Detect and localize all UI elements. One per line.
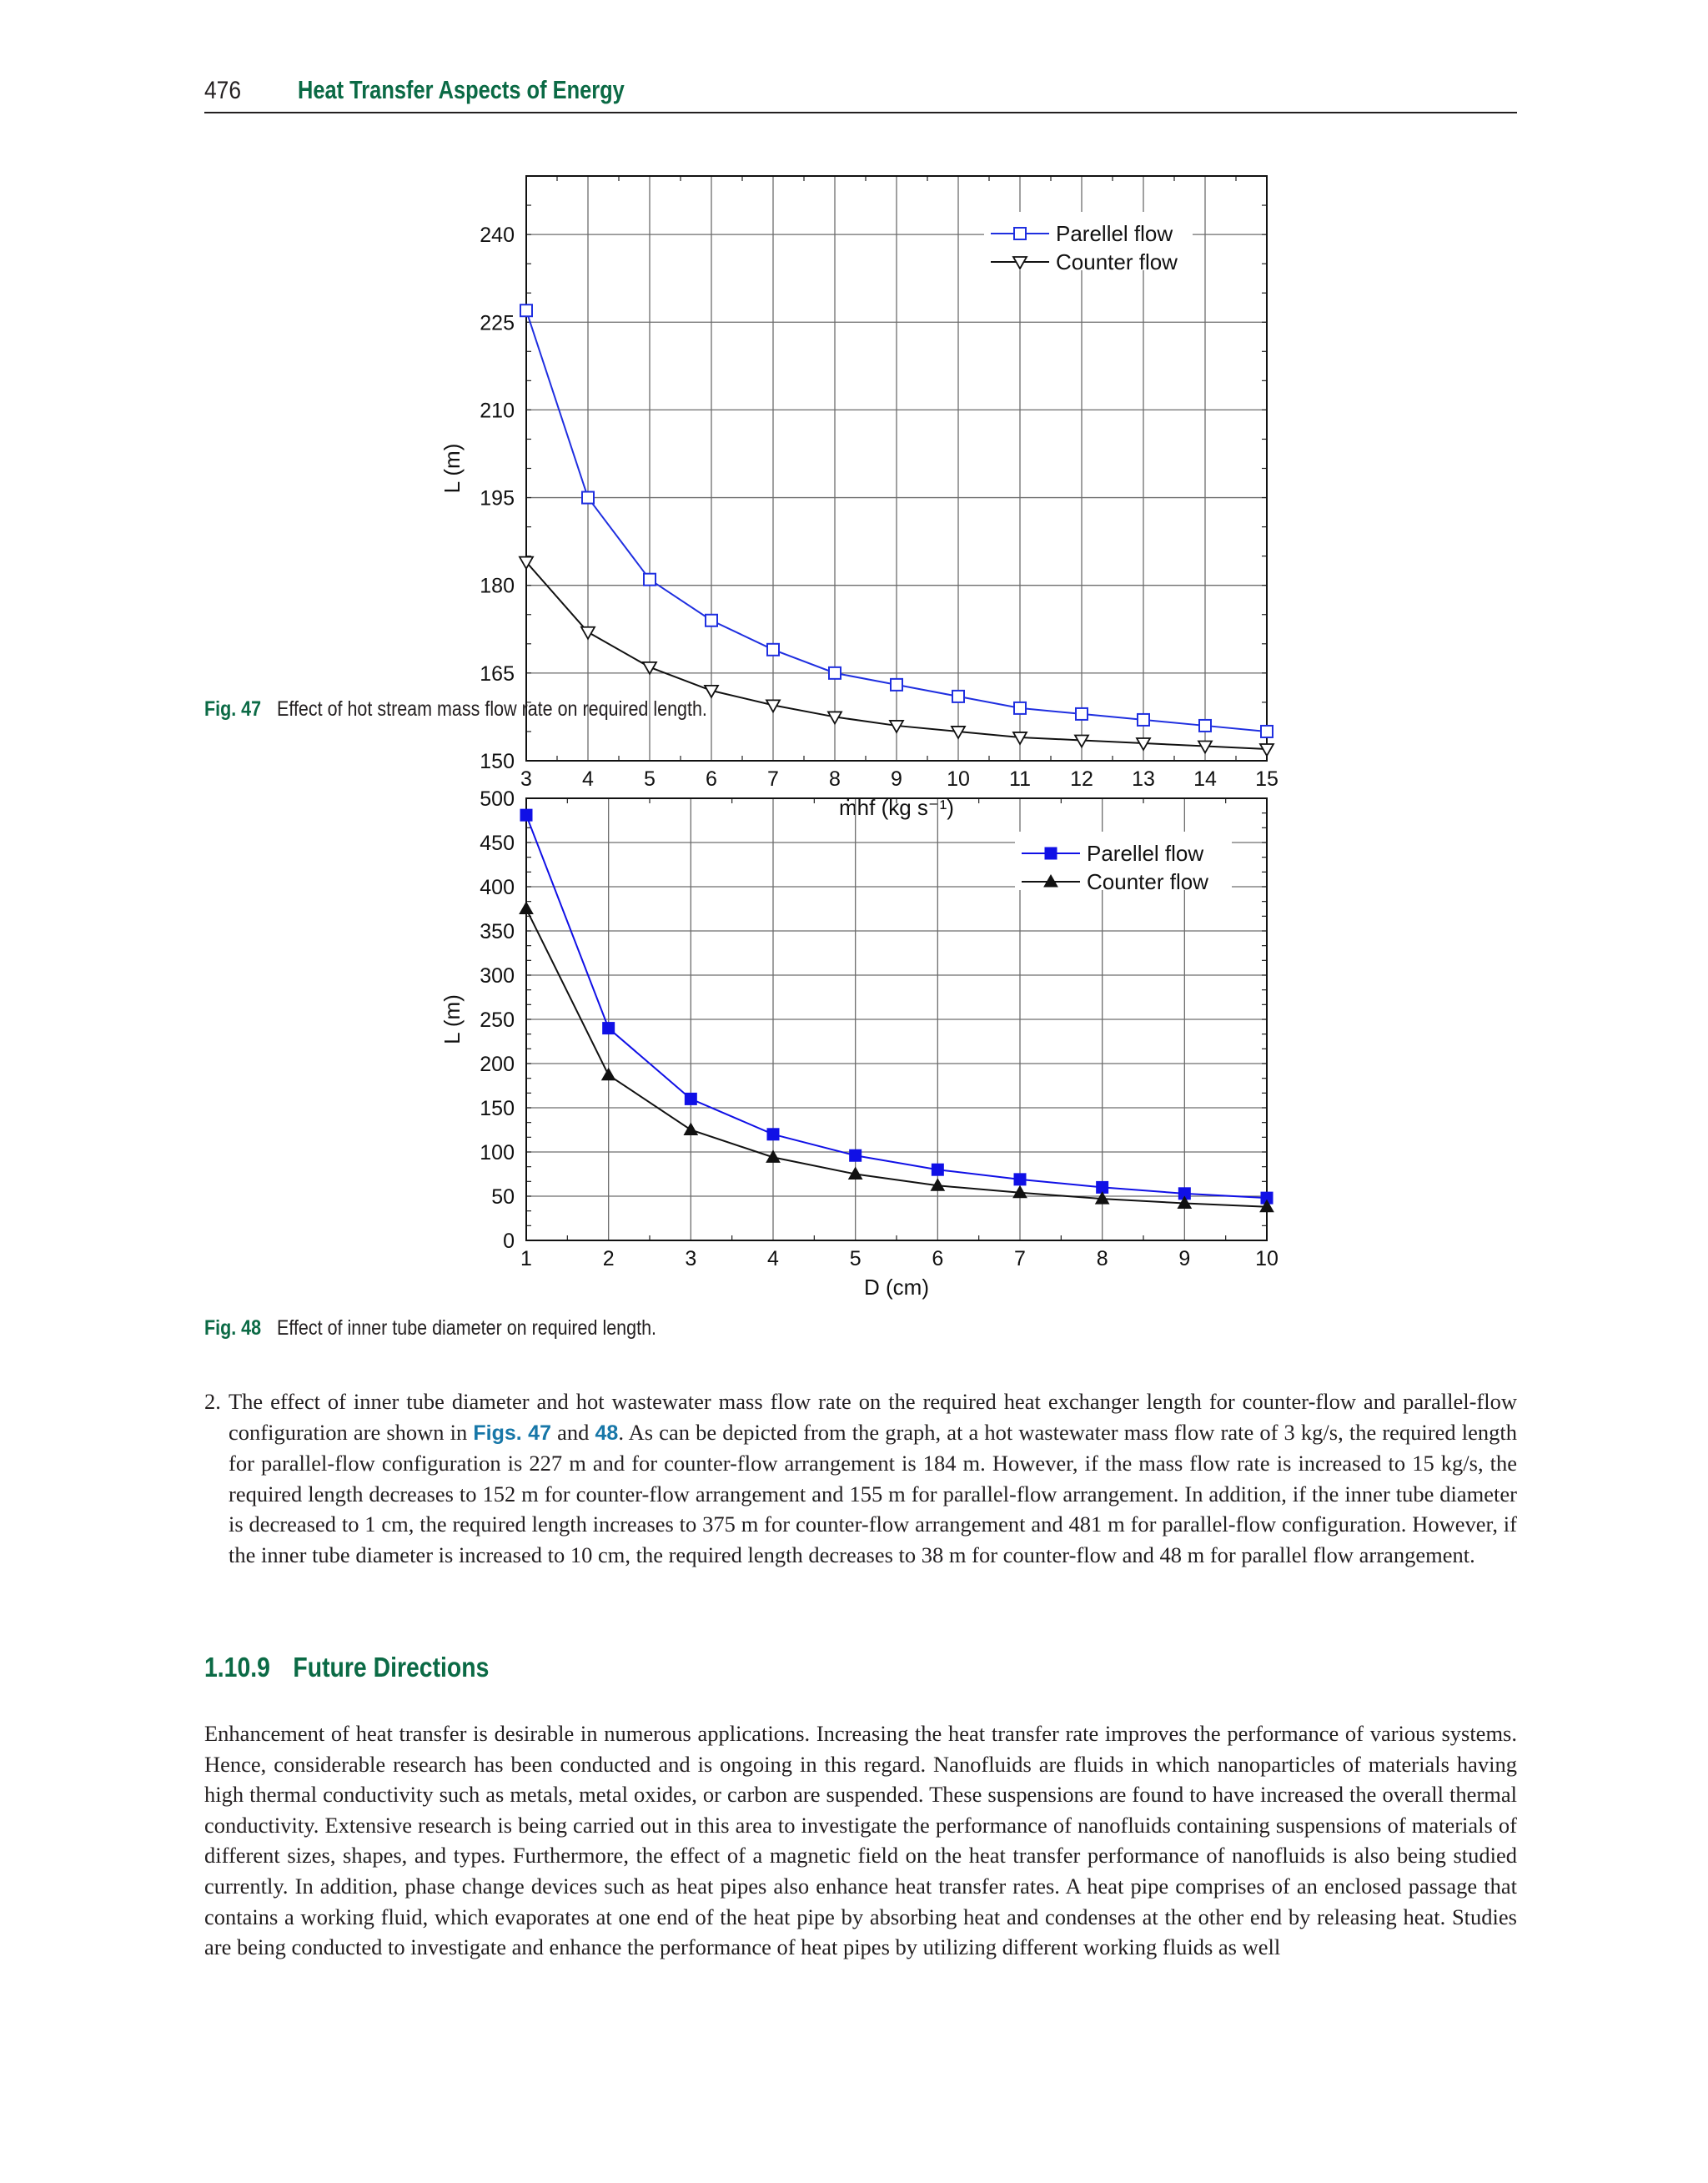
x-tick-label: 5 [849,1247,862,1270]
data-point-marker [520,304,532,316]
x-tick-label: 13 [1132,767,1155,791]
y-axis-label: L (m) [440,994,465,1044]
data-point-marker [1014,702,1026,714]
x-tick-label: 3 [520,767,532,791]
legend-label: Counter flow [1087,869,1208,894]
figure-47-caption-text: Effect of hot stream mass flow rate on required length. [277,697,707,721]
data-point-marker [1014,1174,1026,1185]
x-tick-label: 8 [829,767,841,791]
list-item-text-part: The effect of inner tube diameter and hot wastewater mass flow rate on the required heat exchanger length for counter-flow and parallel-flow configuration are shown in [229,1389,1517,1445]
y-tick-label: 225 [480,311,515,335]
y-tick-label: 300 [480,964,515,988]
data-point-marker [520,903,533,914]
y-tick-label: 210 [480,399,515,423]
y-tick-label: 450 [480,832,515,855]
data-point-marker [891,679,902,691]
figure-link-47[interactable]: Figs. 47 [473,1421,551,1445]
list-item-2 [204,1386,1517,1571]
list-item-text [229,1386,1517,1571]
x-tick-label: 7 [1014,1247,1026,1270]
section-heading [204,1652,489,1683]
x-tick-label: 12 [1070,767,1093,791]
data-point-marker [706,615,717,626]
section-number: 1.10.9 [204,1652,270,1683]
section-paragraph-text: Enhancement of heat transfer is desirable in numerous applications. Increasing the heat transfer rate improves the performance of various systems. Hence, considerable research has been conducted and is ongoing in this regard. Nanofluids are fluids in which nanoparticles of materials having high thermal conductivity such as metals, metal oxides, or carbon are suspended. These suspensions are found to have increased the overall thermal conductivity. Extensive research is being carried out in this area to investigate the performance of nanofluids containing suspensions of materials of different sizes, shapes, and types. Furthermore, the effect of a magnetic field on the heat transfer performance of nanofluids is also being studied currently. In addition, phase change devices such as heat pipes also enhance heat transfer rates. A heat pipe comprises of an enclosed passage that contains a working fluid, which evaporates at one end of the heat pipe by absorbing heat and condenses at the other end by releasing heat. Studies are being conducted to investigate and enhance the performance of heat pipes by utilizing different working fluids as well [204,1721,1517,1960]
x-tick-label: 9 [1178,1247,1191,1270]
x-tick-label: 3 [685,1247,697,1270]
data-point-marker [1076,708,1088,720]
data-point-marker [767,644,779,656]
y-tick-label: 500 [480,787,515,811]
page-number: 476 [204,77,242,104]
x-tick-label: 10 [947,767,970,791]
figure-48-caption [204,1316,656,1340]
x-tick-label: 1 [520,1247,532,1270]
x-tick-label: 4 [582,767,594,791]
y-tick-label: 240 [480,224,515,248]
x-tick-label: 9 [891,767,902,791]
y-tick-label: 200 [480,1053,515,1076]
data-point-marker [932,1164,943,1175]
figure-48-chart [0,776,1708,1310]
y-tick-label: 50 [491,1185,515,1209]
series-counter-flow [520,903,1273,1212]
x-tick-label: 10 [1255,1247,1278,1270]
figure-link-48[interactable]: 48 [595,1421,619,1445]
data-point-marker [582,492,594,504]
list-item-text-part: . As can be depicted from the graph, at a hot wastewater mass flow rate of 3 kg/s, the required length for parallel-flow configuration is 227 m and for counter-flow arrangement is 184 m. However, if the mass flow rate is increased to 15 kg/s, the required length decreases to 152 m for counter-flow arrangement and 155 m for parallel-flow arrangement. In addition, if the inner tube diameter is decreased to 1 cm, the required length increases to 375 m for counter-flow arrangement and 481 m for parallel-flow configuration. However, if the inner tube diameter is increased to 10 cm, the required length decreases to 38 m for counter-flow and 48 m for parallel flow arrangement. [229,1419,1517,1567]
data-point-marker [602,1069,615,1080]
y-tick-label: 100 [480,1141,515,1164]
data-point-marker [684,1124,697,1135]
data-point-marker [1014,228,1026,239]
x-tick-label: 15 [1255,767,1278,791]
legend [1015,832,1232,894]
data-point-marker [603,1023,615,1034]
figure-48-label: Fig. 48 [204,1316,262,1340]
x-tick-label: 6 [706,767,717,791]
running-header [204,73,1517,113]
y-tick-label: 150 [480,1097,515,1120]
x-tick-label: 11 [1009,767,1031,791]
data-point-marker [685,1093,696,1104]
data-point-marker [1045,848,1057,859]
data-point-marker [644,574,656,586]
list-item-number: 2. [204,1389,221,1414]
x-tick-label: 4 [767,1247,779,1270]
data-point-marker [1199,720,1211,732]
data-point-marker [581,627,595,639]
data-point-marker [952,691,964,702]
y-tick-label: 0 [503,1230,515,1253]
x-tick-label: 6 [932,1247,944,1270]
x-tick-label: 14 [1193,767,1217,791]
data-point-marker [829,667,841,679]
data-point-marker [520,809,532,821]
data-point-marker [1260,744,1273,756]
y-tick-label: 350 [480,920,515,943]
y-tick-label: 180 [480,574,515,598]
section-title: Future Directions [293,1652,490,1683]
section-paragraph [204,1718,1517,1963]
y-tick-label: 165 [480,661,515,686]
y-tick-label: 400 [480,876,515,899]
y-tick-label: 195 [480,486,515,511]
x-axis-label: ṁhf (kg s⁻¹) [839,795,954,820]
y-tick-label: 250 [480,1009,515,1032]
x-tick-label: 2 [602,1247,615,1270]
legend-label: Counter flow [1056,249,1178,274]
list-item-text-part: and [551,1419,595,1445]
data-point-marker [767,1129,779,1140]
legend-label: Parellel flow [1056,221,1173,246]
legend [984,212,1193,274]
y-tick-label: 150 [480,750,515,773]
x-axis-label: D (cm) [864,1275,929,1300]
figure-47-caption [204,697,707,722]
x-tick-label: 5 [644,767,656,791]
figure-48-caption-text: Effect of inner tube diameter on required length. [277,1316,657,1340]
data-point-marker [643,662,656,674]
legend-label: Parellel flow [1087,841,1204,866]
x-tick-label: 8 [1096,1247,1108,1270]
running-title: Heat Transfer Aspects of Energy [298,75,625,104]
data-point-marker [1261,726,1273,737]
x-tick-label: 7 [767,767,779,791]
y-axis-label: L (m) [440,443,465,494]
data-point-marker [850,1149,862,1161]
figure-47-label: Fig. 47 [204,697,262,721]
data-point-marker [1138,714,1149,726]
